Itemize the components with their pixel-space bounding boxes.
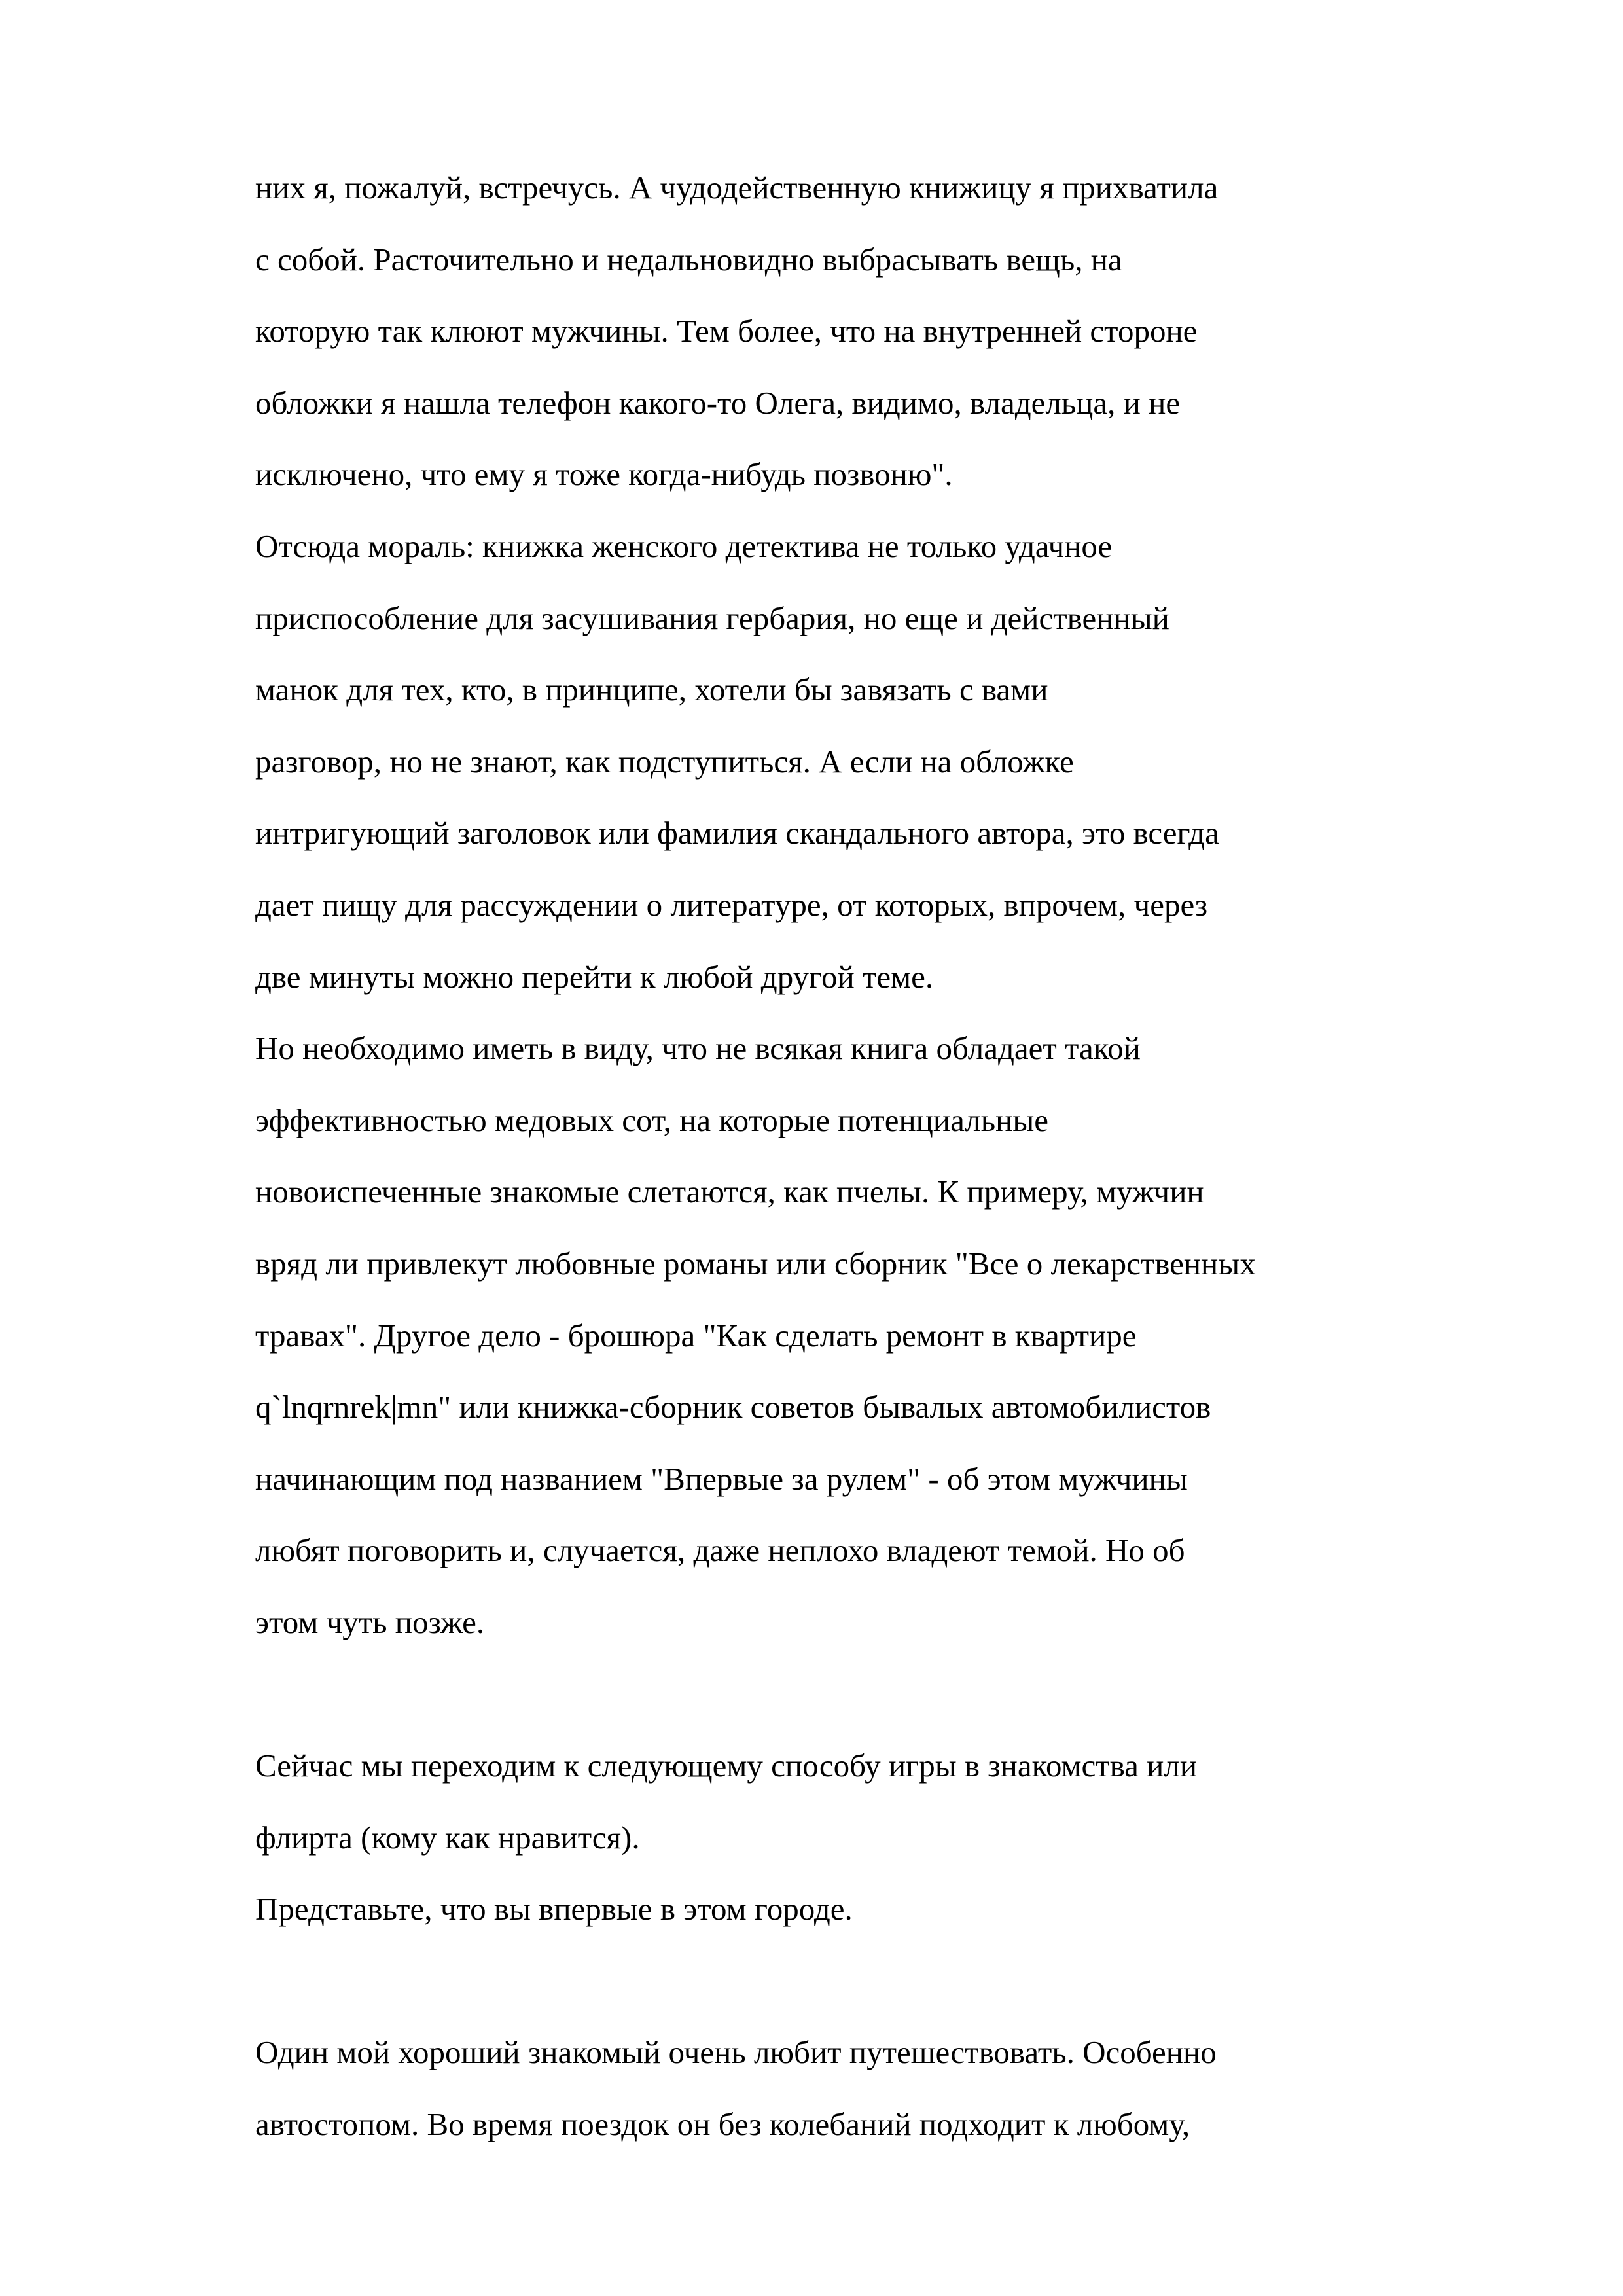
text-line: дает пищу для рассуждении о литературе, от которых, впрочем, через [255, 886, 1208, 923]
text-line: q`lnqrnrek|mn" или книжка-сборник советов бывалых автомобилистов [255, 1389, 1211, 1426]
text-line: две минуты можно перейти к любой другой теме. [255, 958, 934, 995]
text-line: начинающим под названием "Впервые за рулем" - об этом мужчины [255, 1460, 1188, 1497]
text-line: вряд ли привлекут любовные романы или сборник "Все о лекарственных [255, 1245, 1256, 1282]
text-line: эффективностью медовых сот, на которые потенциальные [255, 1102, 1048, 1138]
text-line: исключено, что ему я тоже когда-нибудь позвоню". [255, 456, 953, 493]
text-line: травах". Другое дело - брошюра "Как сделать ремонт в квартире [255, 1317, 1137, 1354]
text-line: приспособление для засушивания гербария, но еще и действенный [255, 600, 1169, 636]
text-line: Сейчас мы переходим к следующему способу игры в знакомства или [255, 1748, 1198, 1784]
text-line: манок для тех, кто, в принципе, хотели бы завязать с вами [255, 672, 1048, 708]
text-line: Представьте, что вы впервые в этом городе. [255, 1891, 853, 1928]
text-line: них я, пожалуй, встречусь. А чудодейственную книжицу я прихватила [255, 170, 1219, 206]
text-line: флирта (кому как нравится). [255, 1819, 640, 1856]
text-line: интригующий заголовок или фамилия скандального автора, это всегда [255, 815, 1219, 852]
text-line: обложки я нашла телефон какого-то Олега, видимо, владельца, и не [255, 384, 1181, 421]
paragraph-gap [255, 1945, 1433, 2017]
body-text [255, 152, 1433, 2161]
text-line: Отсюда мораль: книжка женского детектива не только удачное [255, 528, 1113, 564]
text-line: разговор, но не знают, как подступиться. А если на обложке [255, 743, 1074, 780]
text-line: любят поговорить и, случается, даже неплохо владеют темой. Но об [255, 1532, 1185, 1569]
text-line: с собой. Расточительно и недальновидно выбрасывать вещь, на [255, 241, 1122, 278]
text-line: Но необходимо иметь в виду, что не всякая книга обладает такой [255, 1030, 1141, 1067]
text-line: Один мой хороший знакомый очень любит путешествовать. Особенно [255, 2034, 1217, 2071]
paragraph-gap [255, 1658, 1433, 1730]
text-line: автостопом. Во время поездок он без колебаний подходит к любому, [255, 2106, 1190, 2143]
text-line: новоиспеченные знакомые слетаются, как пчелы. К примеру, мужчин [255, 1174, 1204, 1210]
text-line: которую так клюют мужчины. Тем более, что на внутренней стороне [255, 313, 1198, 350]
text-line: этом чуть позже. [255, 1604, 485, 1640]
